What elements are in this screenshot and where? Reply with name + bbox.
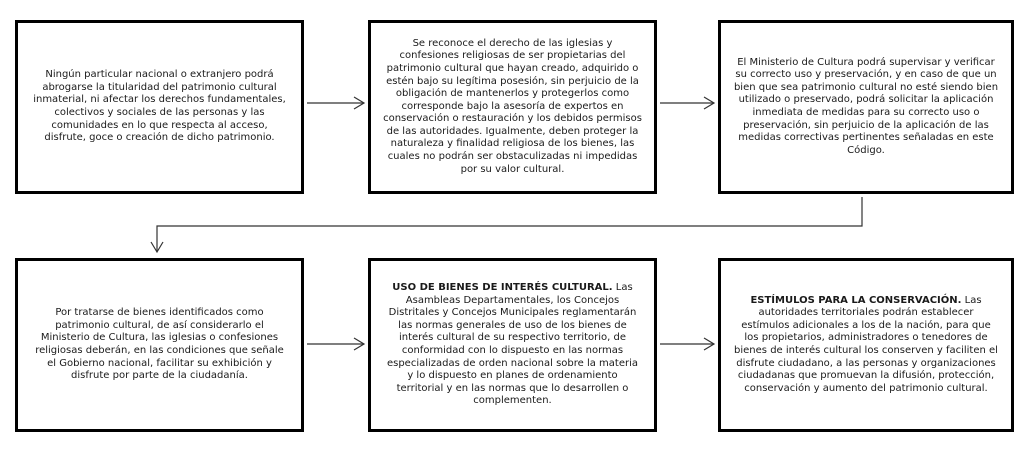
- text-box-3-text: El Ministerio de Cultura podrá supervisar y verificar su correcto uso y preservación, y en caso de que un bien que sea patrimonio cultural no esté siendo bien utilizado o preservado, podrá solicitar la aplicación inmediata de medidas para su correcto uso o preservación, sin perjuicio de la aplicación de las medidas correctivas pertinentes señaladas en este Código.: [733, 56, 999, 156]
- text-box-6-heading: ESTÍMULOS PARA LA CONSERVACIÓN.: [750, 294, 962, 306]
- text-box-5-heading: USO DE BIENES DE INTERÉS CULTURAL.: [392, 282, 613, 294]
- arrow-2-to-3: [660, 97, 714, 109]
- text-box-1-text: Ningún particular nacional o extranjero podrá abrogarse la titularidad del patrimonio cultural inmaterial, ni afectar los derechos fundamentales, colectivos y sociales de las personas y las comunidades en lo que respecta al acceso, disfrute, goce o creación de dicho patrimonio.: [33, 69, 286, 144]
- text-box-4-text: Por tratarse de bienes identificados como patrimonio cultural, de así considerarlo el Ministerio de Cultura, las iglesias o confesiones religiosas deberán, en las condiciones que señale el Gobierno nacional, facilitar su exhibición y disfrute por parte de la ciudadanía.: [35, 307, 284, 382]
- arrow-3-to-4: [151, 197, 862, 252]
- arrow-1-to-2: [307, 97, 364, 109]
- text-box-5-text: Las Asambleas Departamentales, los Concejos Distritales y Concejos Municipales reglamentarán las normas generales de uso de los bienes de interés cultural de su respectivo territorio, de conformidad con lo dispuesto en las normas especializadas de orden nacional sobre la materia y lo dispuesto en planes de ordenamiento territorial y en las normas que lo desarrollen o complementen.: [386, 282, 639, 407]
- arrow-5-to-6: [660, 338, 714, 350]
- text-box-2-text: Se reconoce el derecho de las iglesias y confesiones religiosas de ser propietarias del patrimonio cultural que hayan creado, adquirido o estén bajo su legítima posesión, sin perjuicio de la obligación de mantenerlos y protegerlos como corresponde bajo la asesoría de expertos en conservación o restauración y los debidos permisos de las autoridades. Igualmente, deben proteger la naturaleza y finalidad religiosa de los bienes, las cuales no podrán ser obstaculizadas ni impedidas por su valor cultural.: [383, 37, 642, 175]
- arrow-4-to-5: [307, 338, 364, 350]
- text-box-6-text: Las autoridades territoriales podrán establecer estímulos adicionales a los de la nación, para que los propietarios, administradores o tenedores de bienes de interés cultural los conserven y faciliten el disfrute ciudadano, a las personas y organizaciones ciudadanas que promuevan la difusión, protección, conservación y aumento del patrimonio cultural.: [734, 294, 998, 394]
